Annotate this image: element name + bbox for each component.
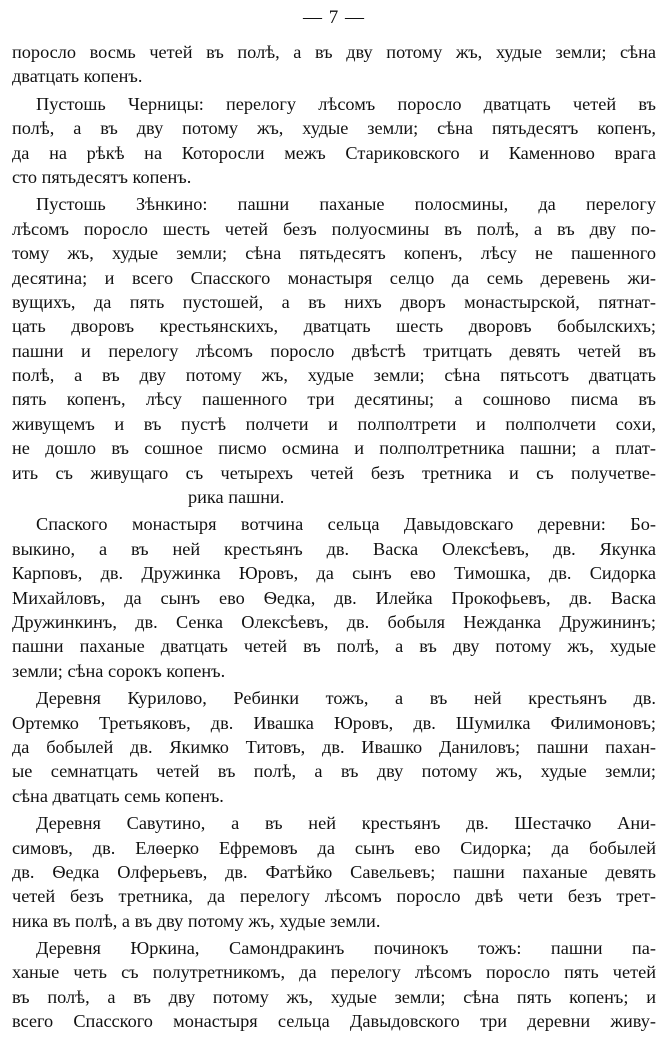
text-line: вущихъ, да пять пустошей, а въ нихъ дворъ монастырской, пятнат- — [12, 291, 656, 312]
text-line: сѣна дватцать семь копенъ. — [12, 785, 224, 806]
text-line: живущемъ и въ пустѣ полчети и полполтрети и полполчети сохи, — [12, 413, 656, 434]
text-line: Пустошь Черницы: перелогу лѣсомъ поросло дватцать четей въ — [36, 93, 656, 114]
text-line: рика пашни. — [188, 487, 285, 508]
text-line: Карповъ, дв. Дружинка Юровъ, да сынъ ево Тимошка, дв. Сидорка — [12, 563, 656, 584]
text-line: десятина; и всего Спасского монастыря селцо да семь деревень жи- — [12, 267, 656, 288]
text-line: дватцать копенъ. — [12, 66, 143, 87]
text-line: полѣ, а въ дву потому жъ, худые земли; сѣна пятьдесятъ копенъ, — [12, 118, 656, 139]
text-line: симовъ, дв. Елѳерко Ефремовъ да сынъ ево Сидорка; да бобылей — [12, 837, 656, 858]
paragraph — [12, 40, 656, 89]
text-line: полѣ, а въ дву потому жъ, худые земли; сѣна пятьсотъ дватцать — [12, 365, 656, 386]
text-line: Ортемко Третьяковъ, дв. Ивашка Юровъ, дв. Шумилка Филимоновъ; — [12, 712, 656, 733]
paragraph — [12, 686, 656, 808]
text-line: пашни и перелогу лѣсомъ поросло двѣстѣ тритцать девять четей въ — [12, 340, 656, 361]
text-line: четей безъ третника, да перелогу лѣсомъ поросло двѣ чети безъ трет- — [12, 886, 656, 907]
text-line: дв. Ѳедка Олферьевъ, дв. Фатѣйко Савельевъ; пашни паханые девять — [12, 861, 656, 882]
paragraph — [12, 811, 656, 933]
paragraph — [12, 92, 656, 190]
text-line: цать дворовъ крестьянскихъ, дватцать шесть дворовъ бобылскихъ; — [12, 316, 656, 337]
text-line: Дружинкинъ, дв. Сенка Олексѣевъ, дв. бобыля Нежданка Дружининъ; — [12, 611, 656, 632]
text-line: пашни паханые дватцать четей въ полѣ, а въ дву потому жъ, худые — [12, 636, 656, 657]
text-line: тому жъ, худые земли; сѣна пятьдесятъ копенъ, лѣсу не пашенного — [12, 243, 656, 264]
text-line: выкино, а въ ней крестьянъ дв. Васка Олексѣевъ, дв. Якунка — [12, 538, 656, 559]
text-line: Пустошь Зѣнкино: пашни паханые полосмины, да перелогу — [36, 194, 656, 215]
text-line: пять копенъ, лѣсу пашенного три десятины; а сошново писма въ — [12, 389, 656, 410]
text-line: лѣсомъ поросло шесть четей безъ полуосмины въ полѣ, а въ дву по- — [12, 218, 656, 239]
text-line: ханые четь съ полутретникомъ, да перелогу лѣсомъ поросло пять четей — [12, 962, 656, 983]
text-line: поросло восмь четей въ полѣ, а въ дву потому жъ, худые земли; сѣна — [12, 42, 656, 62]
paragraph — [12, 512, 656, 683]
text-line: Спаского монастыря вотчина сельца Давыдовскаго деревни: Бо- — [36, 514, 656, 535]
text-line: Деревня Юркина, Самондракинъ починокъ тожъ: пашни па- — [36, 938, 656, 959]
text-line: Деревня Курилово, Ребинки тожъ, а въ ней крестьянъ дв. — [36, 688, 656, 709]
text-line: да бобылей дв. Якимко Титовъ, дв. Ивашко Даниловъ; пашни пахан- — [12, 736, 656, 757]
text-line: ые семнатцать четей въ полѣ, а въ дву потому жъ, худые земли; — [12, 761, 656, 782]
text-line: въ полѣ, а въ дву потому жъ, худые земли; сѣна пять копенъ; и — [12, 986, 656, 1007]
text-line: Михайловъ, да сынъ ево Ѳедка, дв. Илейка Прокофьевъ, дв. Васка — [12, 587, 656, 608]
text-line: земли; сѣна сорокъ копенъ. — [12, 660, 226, 681]
paragraph — [12, 936, 656, 1034]
text-line: да на рѣкѣ на Которосли межъ Стариковского и Каменново врага — [12, 142, 656, 163]
text-line: Деревня Савутино, а въ ней крестьянъ дв. Шестачко Ани- — [36, 813, 656, 834]
text-line: сто пятьдесятъ копенъ. — [12, 166, 192, 187]
text-line: ить съ живущаго съ четырехъ четей безъ третника и съ получетве- — [12, 462, 656, 483]
text-line: не дошло въ сошное писмо осмина и полполтретника пашни; а плат- — [12, 438, 656, 459]
paragraph — [12, 192, 656, 509]
page-text-body — [12, 40, 656, 1034]
text-line: всего Спасского монастыря сельца Давыдовского три деревни живу- — [12, 1011, 656, 1032]
text-line: ника въ полѣ, а въ дву потому жъ, худые земли. — [12, 910, 381, 931]
page-number: — 7 — — [303, 7, 365, 28]
